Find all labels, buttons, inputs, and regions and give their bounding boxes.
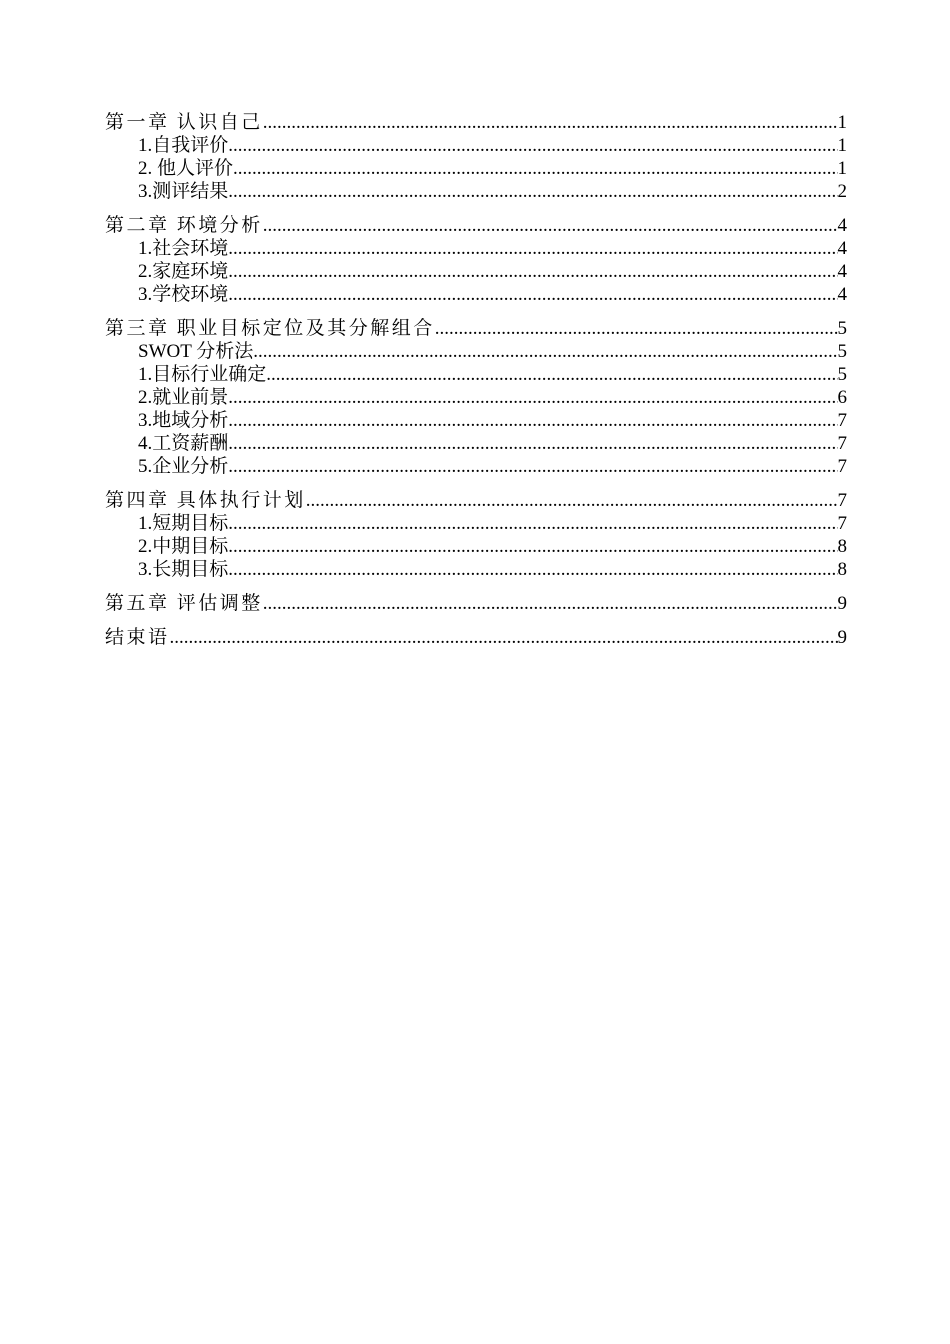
- toc-item-2-2[interactable]: [105, 260, 847, 283]
- dot-leader: [228, 260, 837, 283]
- toc-page-number: 5: [837, 341, 847, 362]
- toc-page-number: 9: [837, 627, 847, 648]
- toc-entry-title: 1.社会环境: [138, 238, 229, 259]
- toc-chapter-5[interactable]: [105, 592, 847, 615]
- dot-leader: [228, 134, 837, 157]
- toc-entry-title: 2.就业前景: [138, 387, 229, 408]
- toc-page-number: 7: [837, 410, 847, 431]
- toc-entry-title: 第四章 具体执行计划: [105, 490, 306, 511]
- toc-entry-title: 3.地域分析: [138, 410, 229, 431]
- dot-leader: [228, 237, 837, 260]
- toc-entry-title: 第一章 认识自己: [105, 112, 263, 133]
- toc-entry-title: 1.目标行业确定: [138, 364, 267, 385]
- toc-page-number: 7: [837, 456, 847, 477]
- toc-item-2-1[interactable]: [105, 237, 847, 260]
- dot-leader: [253, 340, 837, 363]
- toc-entry-title: 2. 他人评价: [138, 158, 234, 179]
- toc-chapter-4[interactable]: [105, 489, 847, 512]
- toc-entry-title: 第三章 职业目标定位及其分解组合: [105, 318, 435, 339]
- dot-leader: [263, 592, 838, 615]
- toc-item-4-3[interactable]: [105, 558, 847, 581]
- toc-chapter-1[interactable]: [105, 111, 847, 134]
- dot-leader: [228, 283, 837, 306]
- toc-page-number: 7: [837, 433, 847, 454]
- toc-page-number: 2: [837, 181, 847, 202]
- toc-entry-title: 1.短期目标: [138, 513, 229, 534]
- toc-item-3-5[interactable]: [105, 455, 847, 478]
- dot-leader: [228, 455, 837, 478]
- toc-entry-title: 4.工资薪酬: [138, 433, 229, 454]
- toc-page-number: 8: [837, 559, 847, 580]
- toc-entry-title: 2.家庭环境: [138, 261, 229, 282]
- toc-entry-title: 第五章 评估调整: [105, 593, 263, 614]
- toc-page-number: 4: [837, 215, 847, 236]
- toc-page-number: 7: [837, 513, 847, 534]
- toc-item-1-3[interactable]: [105, 180, 847, 203]
- dot-leader: [228, 558, 837, 581]
- toc-item-1-1[interactable]: [105, 134, 847, 157]
- toc-entry-title: 5.企业分析: [138, 456, 229, 477]
- toc-item-2-3[interactable]: [105, 283, 847, 306]
- dot-leader: [233, 157, 837, 180]
- dot-leader: [266, 363, 837, 386]
- dot-leader: [263, 111, 838, 134]
- toc-page-number: 5: [837, 364, 847, 385]
- toc-page-number: 9: [837, 593, 847, 614]
- toc-chapter-2[interactable]: [105, 214, 847, 237]
- toc-item-3-4[interactable]: [105, 432, 847, 455]
- toc-item-3-3[interactable]: [105, 409, 847, 432]
- toc-page-number: 1: [837, 135, 847, 156]
- toc-page-number: 1: [837, 112, 847, 133]
- toc-entry-title: 3.测评结果: [138, 181, 229, 202]
- dot-leader: [228, 409, 837, 432]
- dot-leader: [263, 214, 838, 237]
- toc-page-number: 5: [837, 318, 847, 339]
- toc-page-number: 8: [837, 536, 847, 557]
- toc-entry-title: 3.学校环境: [138, 284, 229, 305]
- dot-leader: [228, 432, 837, 455]
- toc-page-number: 4: [837, 284, 847, 305]
- toc-item-3-swot[interactable]: [105, 340, 847, 363]
- toc-entry-title: 3.长期目标: [138, 559, 229, 580]
- dot-leader: [228, 535, 837, 558]
- toc-chapter-3[interactable]: [105, 317, 847, 340]
- toc-item-4-1[interactable]: [105, 512, 847, 535]
- toc-entry-title: 结束语: [105, 627, 170, 648]
- toc-page-number: 7: [837, 490, 847, 511]
- toc-item-3-1[interactable]: [105, 363, 847, 386]
- table-of-contents: [105, 111, 847, 649]
- toc-item-1-2[interactable]: [105, 157, 847, 180]
- dot-leader: [306, 489, 838, 512]
- toc-page-number: 1: [837, 158, 847, 179]
- toc-page-number: 4: [837, 238, 847, 259]
- toc-entry-title: 2.中期目标: [138, 536, 229, 557]
- dot-leader: [435, 317, 838, 340]
- dot-leader: [228, 180, 837, 203]
- toc-page-number: 6: [837, 387, 847, 408]
- toc-item-3-2[interactable]: [105, 386, 847, 409]
- dot-leader: [170, 626, 838, 649]
- dot-leader: [228, 512, 837, 535]
- toc-item-4-2[interactable]: [105, 535, 847, 558]
- toc-entry-title: SWOT 分析法: [138, 341, 254, 362]
- toc-entry-title: 第二章 环境分析: [105, 215, 263, 236]
- dot-leader: [228, 386, 837, 409]
- toc-entry-title: 1.自我评价: [138, 135, 229, 156]
- toc-page-number: 4: [837, 261, 847, 282]
- toc-conclusion[interactable]: [105, 626, 847, 649]
